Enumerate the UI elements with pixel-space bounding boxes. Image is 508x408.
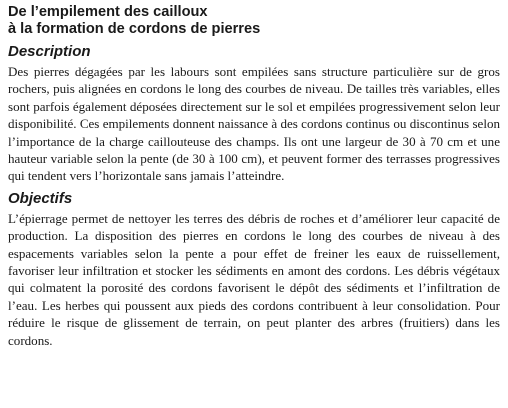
description-section <box>8 43 500 185</box>
objectifs-paragraph: L’épierrage permet de nettoyer les terres des débris de roches et d’améliorer leur capacité de production. La disposition des pierres en cordons le long des courbes de niveau à des espacements variables selon la pente a pour effet de freiner les eaux de ruissellement, favoriser leur infiltration et stocker les sédiments en amont des cordons. Les débris végétaux qui colmatent la porosité des cordons favorisent le dépôt des sédiments et l’infiltration de l’eau. Les herbes qui poussent aux pieds des cordons contribuent à leur consolidation. Pour réduire le risque de glissement de terrain, on peut planter des arbres (fruitiers) dans les cordons. <box>8 210 500 348</box>
description-heading: Description <box>8 43 91 60</box>
document-page <box>8 4 500 349</box>
title-line-2: à la formation de cordons de pierres <box>8 21 261 37</box>
document-title <box>8 4 500 38</box>
objectifs-heading: Objectifs <box>8 189 73 207</box>
title-line-1: De l’empilement des cailloux <box>8 4 208 20</box>
description-paragraph: Des pierres dégagées par les labours sont empilées sans structure particulière sur de gros rochers, puis alignées en cordons le long des courbes de niveau. De tailles très variables, elles sont parfois également déposées directement sur le sol et empilées progressivement selon leur disponibilité. Ces empilements donnent naissance à des cordons continus ou discontinus selon l’importance de la charge caillouteuse des champs. Ils ont une largeur de 30 à 70 cm et une hauteur variable selon la pente (de 30 à 100 cm), et peuvent former des terrasses progressives qui tendent vers l’horizontale sans jamais l’atteindre. <box>8 64 500 184</box>
objectifs-section <box>8 190 500 349</box>
